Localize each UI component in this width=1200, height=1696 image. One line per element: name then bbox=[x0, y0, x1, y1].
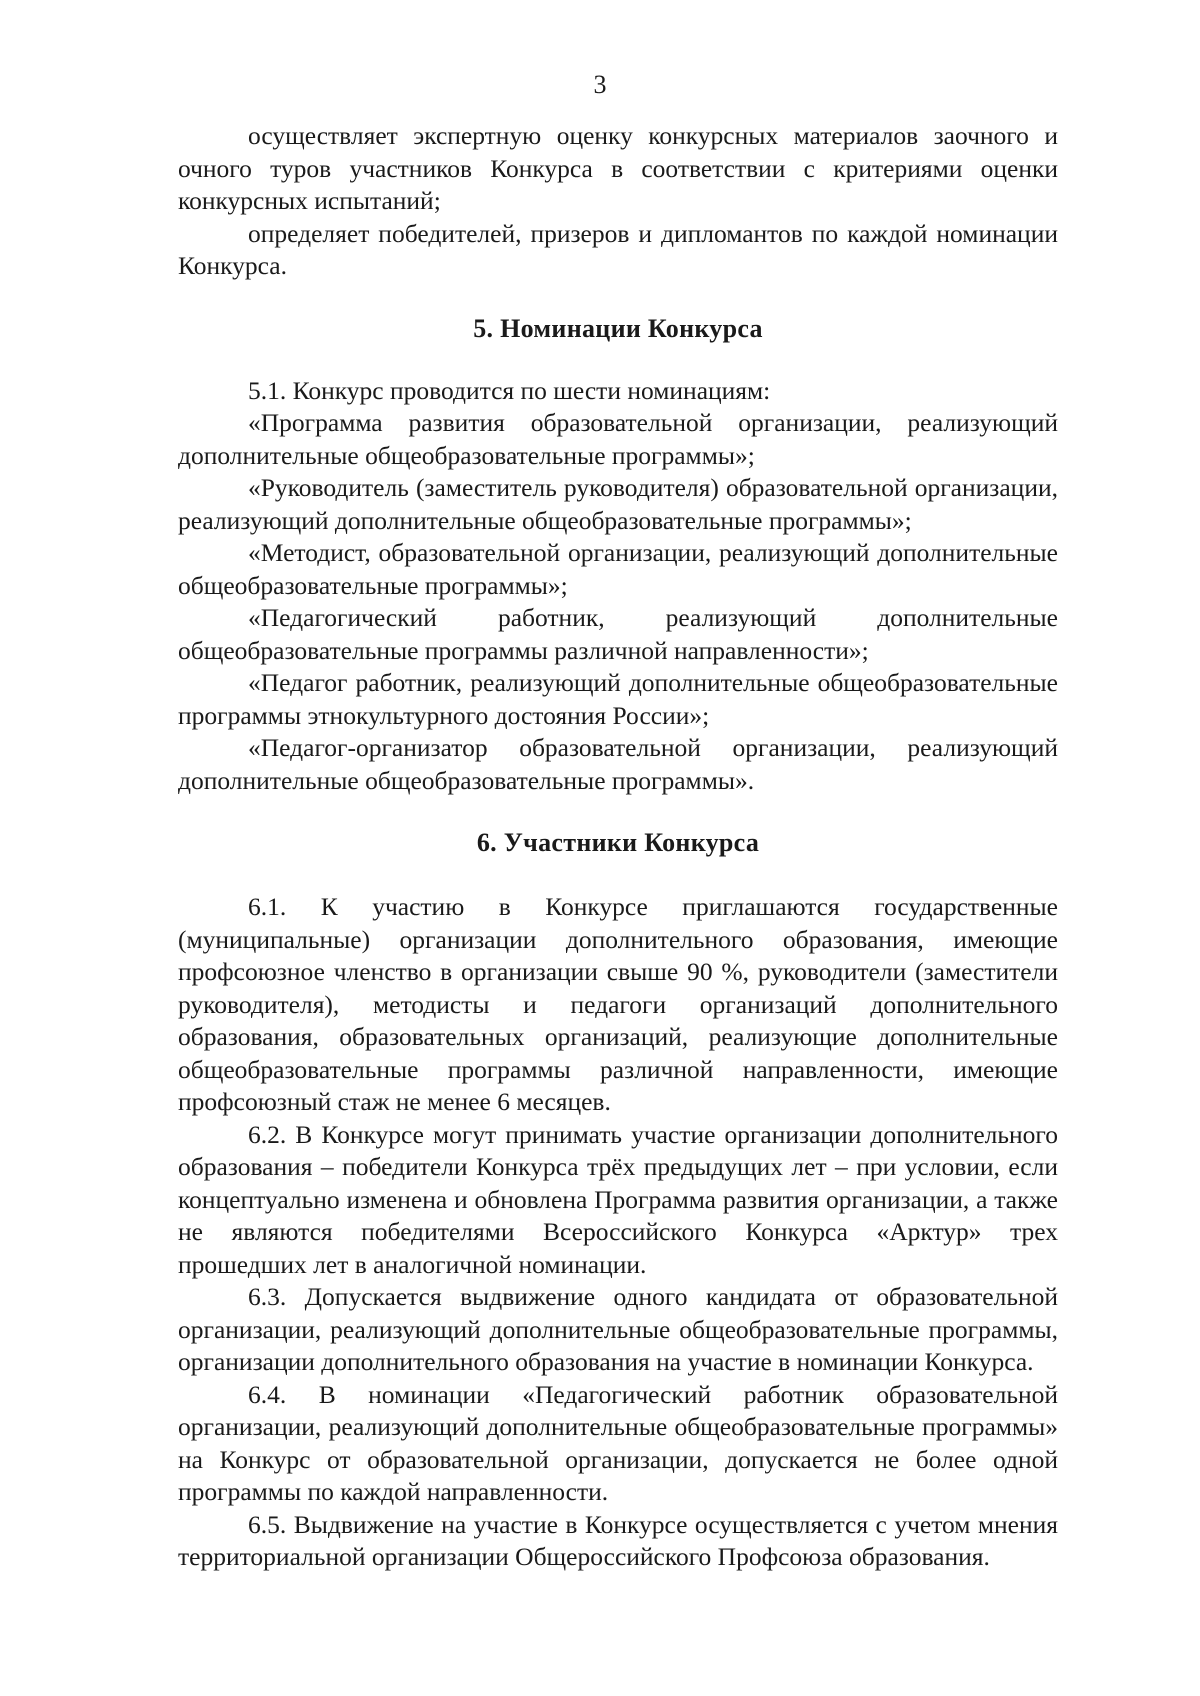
section-6-paragraph: 6.2. В Конкурсе могут принимать участие организации дополнительного образования – победители Конкурса трёх предыдущих лет – при условии, если концептуально изменена и обновлена Программа развития организации, а также не являются победителями Всероссийского Конкурса «Арктур» трех прошедших лет в аналогичной номинации. bbox=[178, 1119, 1058, 1279]
nomination-item: «Педагогический работник, реализующий дополнительные общеобразовательные программы различной направленности»; bbox=[178, 603, 1058, 665]
section-6-paragraph: 6.1. К участию в Конкурсе приглашаются государственные (муниципальные) организации дополнительного образования, имеющие профсоюзное членство в организации свыше 90 %, руководители (заместители руководителя), методисты и педагоги организаций дополнительного образования, образовательных организаций, реализующие дополнительные общеобразовательные программы различной направленности, имеющие профсоюзный стаж не менее 6 месяцев. bbox=[178, 892, 1058, 1116]
nomination-item: «Методист, образовательной организации, реализующий дополнительные общеобразовательные программы»; bbox=[178, 538, 1058, 600]
section-6-paragraph: 6.5. Выдвижение на участие в Конкурсе осуществляется с учетом мнения территориальной организации Общероссийского Профсоюза образования. bbox=[178, 1509, 1058, 1571]
intro-paragraph: определяет победителей, призеров и дипломантов по каждой номинации Конкурса. bbox=[178, 218, 1058, 280]
section-6-paragraph: 6.3. Допускается выдвижение одного кандидата от образовательной организации, реализующий дополнительные общеобразовательные программы, организации дополнительного образования на участие в номинации Конкурса. bbox=[178, 1282, 1058, 1376]
section-6-heading: 6. Участники Конкурса bbox=[476, 828, 760, 857]
nomination-item: «Педагог-организатор образовательной организации, реализующий дополнительные общеобразовательные программы». bbox=[178, 733, 1058, 795]
section-6-paragraph: 6.4. В номинации «Педагогический работник образовательной организации, реализующий дополнительные общеобразовательные программы» на Конкурс от образовательной организации, допускается не более одной программы по каждой направленности. bbox=[178, 1379, 1058, 1506]
section-5-heading: 5. Номинации Конкурса bbox=[473, 313, 763, 343]
nomination-item: «Педагог работник, реализующий дополнительные общеобразовательные программы этнокультурного достояния России»; bbox=[178, 668, 1058, 730]
nomination-item: «Руководитель (заместитель руководителя) образовательной организации, реализующий дополнительные общеобразовательные программы»; bbox=[178, 473, 1058, 535]
nomination-item: «Программа развития образовательной организации, реализующий дополнительные общеобразовательные программы»; bbox=[178, 408, 1058, 470]
page-number: 3 bbox=[593, 70, 607, 99]
section-5-lead: 5.1. Конкурс проводится по шести номинациям: bbox=[248, 375, 771, 405]
document-body bbox=[178, 120, 1058, 1574]
intro-paragraph: осуществляет экспертную оценку конкурсных материалов заочного и очного туров участников Конкурса в соответствии с критериями оценки конкурсных испытаний; bbox=[178, 121, 1058, 215]
